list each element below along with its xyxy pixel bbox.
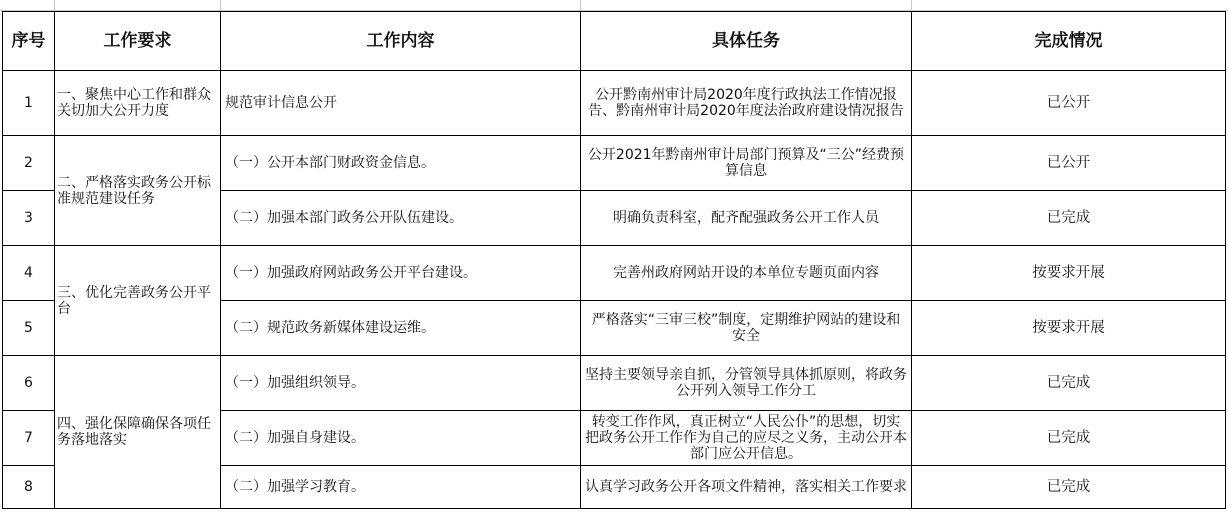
header-cell-requirement[interactable]: 工作要求 (55, 12, 221, 71)
task-cell[interactable]: 转变工作作风，真正树立“人民公仆”的思想，切实把政务公开工作作为自己的应尽之义务，主动公开本部门应公开信息。 (581, 411, 912, 466)
content-cell[interactable]: （一）加强政府网站政务公开平台建设。 (221, 246, 581, 301)
status-cell[interactable]: 已公开 (912, 136, 1226, 191)
grid-divider (911, 0, 912, 10)
table-row (3, 246, 1226, 301)
content-cell[interactable]: 规范审计信息公开 (221, 71, 581, 136)
task-cell[interactable]: 坚持主要领导亲自抓，分管领导具体抓原则，将政务公开列入领导工作分工 (581, 356, 912, 411)
row-number-cell[interactable]: 1 (3, 71, 55, 136)
content-cell[interactable]: （二）加强本部门政务公开队伍建设。 (221, 191, 581, 246)
table-row (3, 71, 1226, 136)
task-cell[interactable]: 认真学习政务公开各项文件精神，落实相关工作要求 (581, 466, 912, 509)
header-row (3, 12, 1226, 71)
table-row (3, 356, 1226, 411)
content-cell[interactable]: （一）加强组织领导。 (221, 356, 581, 411)
table-row (3, 136, 1226, 191)
status-cell[interactable]: 已完成 (912, 191, 1226, 246)
header-cell-task[interactable]: 具体任务 (581, 12, 912, 71)
task-cell[interactable]: 公开黔南州审计局2020年度行政执法工作情况报告、黔南州审计局2020年度法治政府建设情况报告 (581, 71, 912, 136)
bottom-grid-strip (0, 513, 1228, 518)
header-cell-number[interactable]: 序号 (3, 12, 55, 71)
top-grid-strip (0, 0, 1228, 11)
grid-divider (220, 0, 221, 10)
requirement-cell[interactable]: 一、聚焦中心工作和群众关切加大公开力度 (55, 71, 221, 136)
content-cell[interactable]: （二）加强自身建设。 (221, 411, 581, 466)
requirement-cell[interactable]: 三、优化完善政务公开平台 (55, 246, 221, 356)
status-cell[interactable]: 已完成 (912, 411, 1226, 466)
task-cell[interactable]: 公开2021年黔南州审计局部门预算及“三公”经费预算信息 (581, 136, 912, 191)
status-cell[interactable]: 已公开 (912, 71, 1226, 136)
header-cell-status[interactable]: 完成情况 (912, 12, 1226, 71)
task-cell[interactable]: 完善州政府网站开设的本单位专题页面内容 (581, 246, 912, 301)
status-cell[interactable]: 已完成 (912, 356, 1226, 411)
requirement-cell[interactable]: 二、严格落实政务公开标准规范建设任务 (55, 136, 221, 246)
row-number-cell[interactable]: 6 (3, 356, 55, 411)
content-cell[interactable]: （一）公开本部门财政资金信息。 (221, 136, 581, 191)
row-number-cell[interactable]: 8 (3, 466, 55, 509)
status-cell[interactable]: 按要求开展 (912, 301, 1226, 356)
row-number-cell[interactable]: 5 (3, 301, 55, 356)
row-number-cell[interactable]: 2 (3, 136, 55, 191)
row-number-cell[interactable]: 7 (3, 411, 55, 466)
grid-divider (54, 0, 55, 10)
status-cell[interactable]: 已完成 (912, 466, 1226, 509)
grid-divider (580, 0, 581, 10)
task-cell[interactable]: 严格落实“三审三校”制度，定期维护网站的建设和安全 (581, 301, 912, 356)
content-cell[interactable]: （二）加强学习教育。 (221, 466, 581, 509)
content-cell[interactable]: （二）规范政务新媒体建设运维。 (221, 301, 581, 356)
task-table (2, 11, 1226, 509)
row-number-cell[interactable]: 3 (3, 191, 55, 246)
header-cell-content[interactable]: 工作内容 (221, 12, 581, 71)
status-cell[interactable]: 按要求开展 (912, 246, 1226, 301)
requirement-cell[interactable]: 四、强化保障确保各项任务落地落实 (55, 356, 221, 509)
task-cell[interactable]: 明确负责科室，配齐配强政务公开工作人员 (581, 191, 912, 246)
row-number-cell[interactable]: 4 (3, 246, 55, 301)
